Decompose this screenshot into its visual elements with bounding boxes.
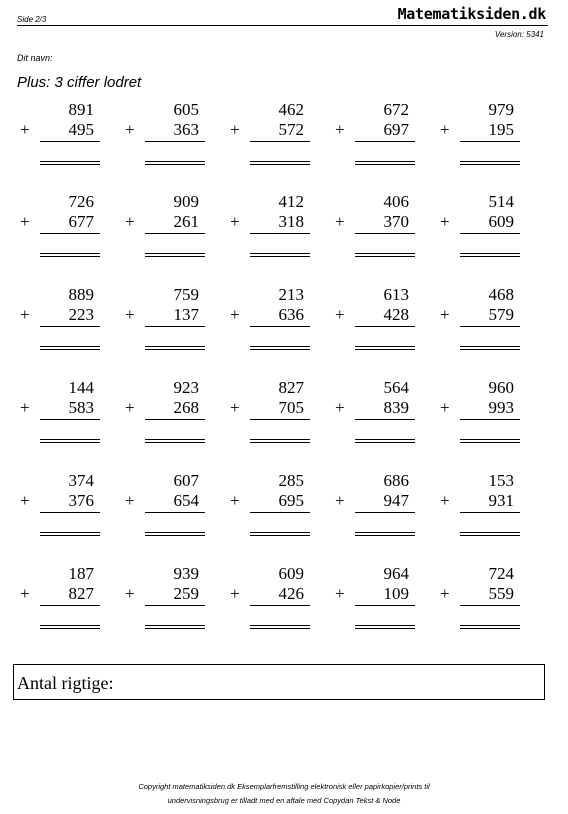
sum-rule <box>355 233 415 234</box>
addend-top: 759 <box>173 285 199 304</box>
plus-sign: + <box>440 305 450 324</box>
plus-sign: + <box>230 120 240 139</box>
addend-top: 187 <box>68 564 94 583</box>
addition-problem <box>440 378 520 458</box>
addition-problem <box>440 471 520 551</box>
answer-line[interactable] <box>460 625 520 626</box>
addition-problem <box>335 378 415 458</box>
plus-sign: + <box>335 491 345 510</box>
answer-double-rule <box>40 442 100 443</box>
answer-line[interactable] <box>355 346 415 347</box>
plus-sign: + <box>20 212 30 231</box>
addend-top: 960 <box>488 378 514 397</box>
addition-problem <box>230 378 310 458</box>
plus-sign: + <box>230 491 240 510</box>
answer-double-rule <box>355 164 415 165</box>
addend-bottom: 223 <box>68 305 94 324</box>
answer-double-rule <box>145 442 205 443</box>
addend-top: 939 <box>173 564 199 583</box>
addition-problem <box>125 471 205 551</box>
addend-top: 514 <box>488 192 514 211</box>
sum-rule <box>460 326 520 327</box>
answer-double-rule <box>355 442 415 443</box>
answer-double-rule <box>40 628 100 629</box>
answer-line[interactable] <box>460 532 520 533</box>
sum-rule <box>145 326 205 327</box>
sum-rule <box>145 419 205 420</box>
answer-line[interactable] <box>145 161 205 162</box>
answer-line[interactable] <box>145 253 205 254</box>
answer-double-rule <box>460 535 520 536</box>
sum-rule <box>250 233 310 234</box>
answer-line[interactable] <box>250 253 310 254</box>
addition-problem <box>335 100 415 180</box>
plus-sign: + <box>20 491 30 510</box>
sum-rule <box>145 233 205 234</box>
plus-sign: + <box>440 212 450 231</box>
plus-sign: + <box>125 305 135 324</box>
addend-top: 609 <box>278 564 304 583</box>
addition-problem <box>440 285 520 365</box>
sum-rule <box>250 419 310 420</box>
addend-bottom: 559 <box>488 584 514 603</box>
sum-rule <box>460 233 520 234</box>
sum-rule <box>355 326 415 327</box>
addition-problem <box>335 471 415 551</box>
answer-line[interactable] <box>250 346 310 347</box>
sum-rule <box>250 326 310 327</box>
addend-bottom: 109 <box>383 584 409 603</box>
addend-bottom: 993 <box>488 398 514 417</box>
addend-bottom: 259 <box>173 584 199 603</box>
addend-bottom: 609 <box>488 212 514 231</box>
addend-top: 406 <box>383 192 409 211</box>
addition-problem <box>125 564 205 644</box>
addend-bottom: 363 <box>173 120 199 139</box>
answer-double-rule <box>250 256 310 257</box>
answer-line[interactable] <box>40 253 100 254</box>
page-number: Side 2/3 <box>17 15 47 24</box>
answer-double-rule <box>355 256 415 257</box>
answer-double-rule <box>40 349 100 350</box>
addend-bottom: 137 <box>173 305 199 324</box>
sum-rule <box>355 512 415 513</box>
version-label: Version: 5341 <box>494 30 544 39</box>
answer-double-rule <box>250 164 310 165</box>
answer-double-rule <box>145 628 205 629</box>
addend-bottom: 695 <box>278 491 304 510</box>
answer-double-rule <box>145 349 205 350</box>
addend-bottom: 428 <box>383 305 409 324</box>
plus-sign: + <box>20 398 30 417</box>
plus-sign: + <box>230 584 240 603</box>
sum-rule <box>355 605 415 606</box>
addend-bottom: 636 <box>278 305 304 324</box>
addend-top: 468 <box>488 285 514 304</box>
addend-bottom: 579 <box>488 305 514 324</box>
answer-line[interactable] <box>40 532 100 533</box>
plus-sign: + <box>440 584 450 603</box>
addend-top: 374 <box>68 471 94 490</box>
answer-line[interactable] <box>355 161 415 162</box>
addend-bottom: 583 <box>68 398 94 417</box>
answer-line[interactable] <box>250 625 310 626</box>
answer-line[interactable] <box>40 161 100 162</box>
answer-double-rule <box>460 164 520 165</box>
plus-sign: + <box>440 491 450 510</box>
plus-sign: + <box>20 584 30 603</box>
addend-bottom: 370 <box>383 212 409 231</box>
sum-rule <box>40 233 100 234</box>
answer-double-rule <box>460 256 520 257</box>
addition-problem <box>20 378 100 458</box>
answer-double-rule <box>145 256 205 257</box>
addition-problem <box>440 192 520 272</box>
answer-double-rule <box>250 535 310 536</box>
brand-logo: Matematiksiden.dk <box>397 5 546 23</box>
answer-line[interactable] <box>460 161 520 162</box>
addend-bottom: 268 <box>173 398 199 417</box>
addend-bottom: 705 <box>278 398 304 417</box>
addend-bottom: 495 <box>68 120 94 139</box>
addend-bottom: 839 <box>383 398 409 417</box>
plus-sign: + <box>230 305 240 324</box>
sum-rule <box>250 605 310 606</box>
sum-rule <box>460 141 520 142</box>
sum-rule <box>460 512 520 513</box>
addend-top: 827 <box>278 378 304 397</box>
header-rule <box>17 25 548 26</box>
addend-bottom: 654 <box>173 491 199 510</box>
addend-top: 923 <box>173 378 199 397</box>
addend-bottom: 376 <box>68 491 94 510</box>
sum-rule <box>355 419 415 420</box>
answer-double-rule <box>460 442 520 443</box>
sum-rule <box>40 512 100 513</box>
addition-problem <box>20 100 100 180</box>
answer-line[interactable] <box>250 532 310 533</box>
addition-problem <box>335 285 415 365</box>
plus-sign: + <box>440 398 450 417</box>
answer-line[interactable] <box>355 532 415 533</box>
addition-problem <box>20 471 100 551</box>
addend-top: 726 <box>68 192 94 211</box>
addend-top: 412 <box>278 192 304 211</box>
answer-line[interactable] <box>145 532 205 533</box>
addend-bottom: 931 <box>488 491 514 510</box>
answer-double-rule <box>355 535 415 536</box>
addition-problem <box>230 564 310 644</box>
page-title: Plus: 3 ciffer lodret <box>17 74 142 91</box>
answer-double-rule <box>40 535 100 536</box>
addend-top: 605 <box>173 100 199 119</box>
answer-line[interactable] <box>40 346 100 347</box>
answer-double-rule <box>250 628 310 629</box>
answer-line[interactable] <box>145 346 205 347</box>
sum-rule <box>355 141 415 142</box>
score-box[interactable] <box>13 664 545 700</box>
addition-problem <box>440 100 520 180</box>
addend-top: 672 <box>383 100 409 119</box>
sum-rule <box>145 141 205 142</box>
plus-sign: + <box>125 398 135 417</box>
addition-problem <box>230 285 310 365</box>
addition-problem <box>230 192 310 272</box>
sum-rule <box>145 605 205 606</box>
sum-rule <box>250 141 310 142</box>
plus-sign: + <box>125 491 135 510</box>
addition-problem <box>125 378 205 458</box>
plus-sign: + <box>125 212 135 231</box>
addition-problem <box>125 100 205 180</box>
addend-top: 889 <box>68 285 94 304</box>
answer-line[interactable] <box>355 439 415 440</box>
copyright-line-2: undervisningsbrug er tilladt med en aftale med Copydan Tekst & Node <box>167 796 401 805</box>
sum-rule <box>145 512 205 513</box>
addend-bottom: 426 <box>278 584 304 603</box>
answer-double-rule <box>145 535 205 536</box>
addend-bottom: 827 <box>68 584 94 603</box>
sum-rule <box>40 141 100 142</box>
sum-rule <box>40 605 100 606</box>
answer-double-rule <box>355 349 415 350</box>
answer-line[interactable] <box>250 161 310 162</box>
answer-double-rule <box>250 442 310 443</box>
answer-line[interactable] <box>460 439 520 440</box>
answer-line[interactable] <box>460 346 520 347</box>
plus-sign: + <box>20 120 30 139</box>
plus-sign: + <box>335 584 345 603</box>
addend-bottom: 947 <box>383 491 409 510</box>
answer-line[interactable] <box>355 253 415 254</box>
answer-line[interactable] <box>250 439 310 440</box>
addend-top: 213 <box>278 285 304 304</box>
plus-sign: + <box>230 212 240 231</box>
addend-top: 964 <box>383 564 409 583</box>
plus-sign: + <box>335 398 345 417</box>
answer-double-rule <box>40 164 100 165</box>
sum-rule <box>40 326 100 327</box>
answer-line[interactable] <box>40 625 100 626</box>
addend-top: 891 <box>68 100 94 119</box>
answer-double-rule <box>460 349 520 350</box>
plus-sign: + <box>440 120 450 139</box>
addend-bottom: 318 <box>278 212 304 231</box>
name-label: Dit navn: <box>17 53 53 63</box>
plus-sign: + <box>335 305 345 324</box>
addend-top: 979 <box>488 100 514 119</box>
plus-sign: + <box>125 584 135 603</box>
addend-bottom: 572 <box>278 120 304 139</box>
addition-problem <box>125 285 205 365</box>
answer-double-rule <box>145 164 205 165</box>
addend-top: 613 <box>383 285 409 304</box>
addition-problem <box>125 192 205 272</box>
addition-problem <box>20 564 100 644</box>
addend-bottom: 697 <box>383 120 409 139</box>
addition-problem <box>230 471 310 551</box>
plus-sign: + <box>230 398 240 417</box>
answer-line[interactable] <box>40 439 100 440</box>
answer-line[interactable] <box>145 625 205 626</box>
addend-top: 144 <box>68 378 94 397</box>
addend-top: 462 <box>278 100 304 119</box>
addition-problem <box>20 192 100 272</box>
sum-rule <box>40 419 100 420</box>
plus-sign: + <box>335 120 345 139</box>
addend-bottom: 261 <box>173 212 199 231</box>
addend-top: 285 <box>278 471 304 490</box>
addition-problem <box>335 564 415 644</box>
plus-sign: + <box>125 120 135 139</box>
addend-top: 724 <box>488 564 514 583</box>
answer-line[interactable] <box>355 625 415 626</box>
addend-top: 686 <box>383 471 409 490</box>
addend-top: 607 <box>173 471 199 490</box>
sum-rule <box>460 419 520 420</box>
copyright-line-1: Copyright matematiksiden.dk Eksemplarfremstilling elektronisk eller papirkopier/prints til <box>138 782 430 791</box>
answer-line[interactable] <box>145 439 205 440</box>
plus-sign: + <box>20 305 30 324</box>
addition-problem <box>335 192 415 272</box>
answer-double-rule <box>355 628 415 629</box>
sum-rule <box>460 605 520 606</box>
addition-problem <box>230 100 310 180</box>
answer-line[interactable] <box>460 253 520 254</box>
addition-problem <box>440 564 520 644</box>
score-label: Antal rigtige: <box>17 673 114 693</box>
sum-rule <box>250 512 310 513</box>
answer-double-rule <box>40 256 100 257</box>
addition-problem <box>20 285 100 365</box>
addend-bottom: 677 <box>68 212 94 231</box>
answer-double-rule <box>250 349 310 350</box>
answer-double-rule <box>460 628 520 629</box>
plus-sign: + <box>335 212 345 231</box>
addend-bottom: 195 <box>488 120 514 139</box>
addend-top: 153 <box>488 471 514 490</box>
addend-top: 564 <box>383 378 409 397</box>
addend-top: 909 <box>173 192 199 211</box>
